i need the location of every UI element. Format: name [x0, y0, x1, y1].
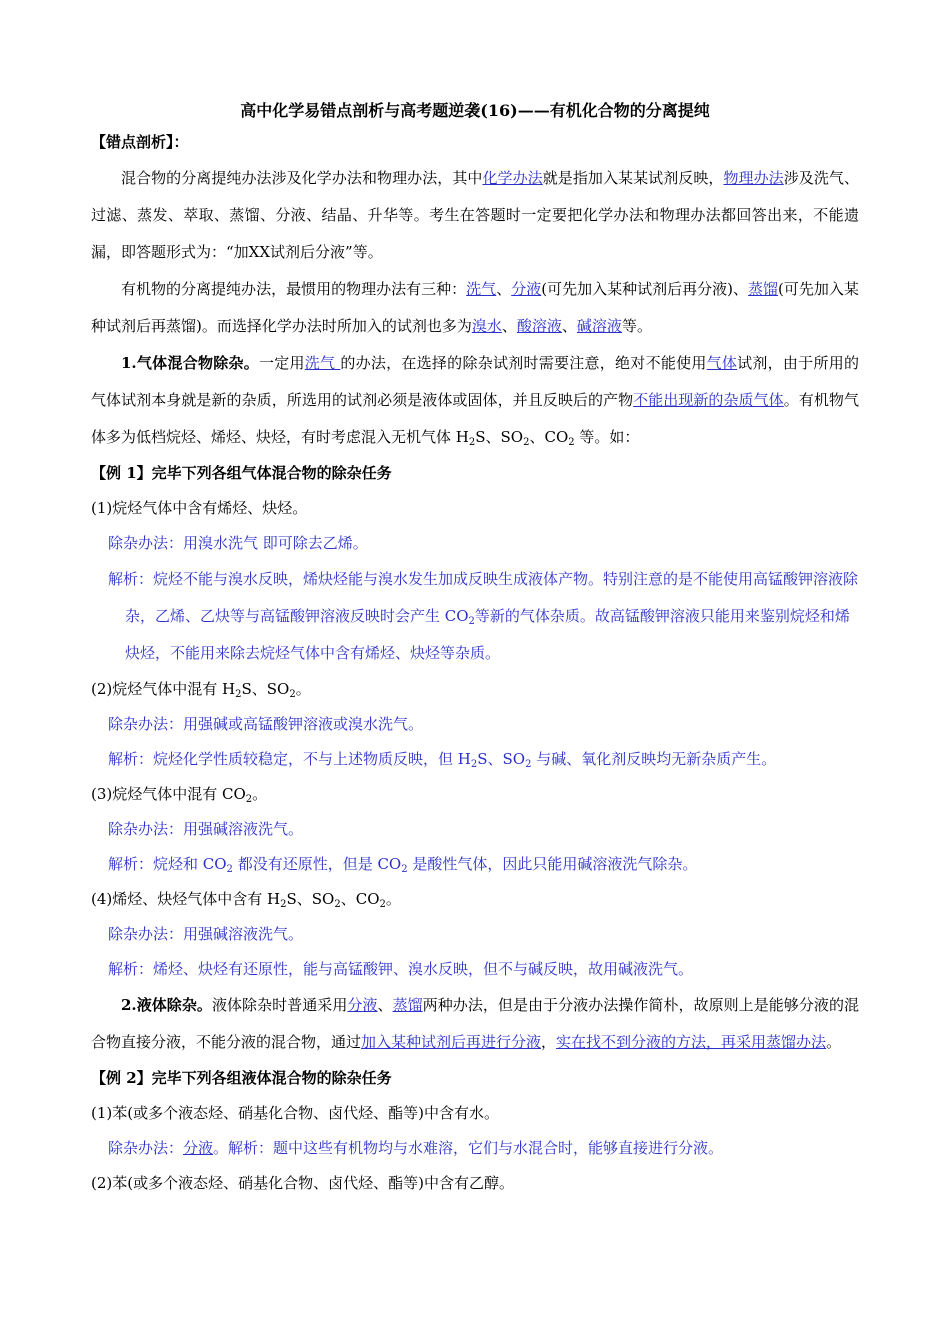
link-bromine-water: 溴水 [471, 317, 502, 335]
document-title: 高中化学易错点剖析与高考题逆袭(16)——有机化合物的分离提纯 [240, 101, 710, 120]
link-gas-washing: 洗气 [466, 280, 497, 298]
link-liquid-separation: 分液 [511, 280, 542, 298]
link-distillation: 蒸馏 [748, 280, 779, 298]
link-gas-reagent: 气体 [706, 354, 738, 372]
example-1-method-1: 除杂办法：用溴水洗气 即可除去乙烯。 [108, 534, 368, 552]
example-2-question-1: (1)苯(或多个液态烃、硝基化合物、卤代烃、酯等)中含有水。 [91, 1104, 499, 1122]
link-no-new-gas-impurity: 不能出现新的杂质气体 [633, 391, 784, 409]
example-1-analysis-1: 解析：烷烃不能与溴水反映，烯炔烃能与溴水发生加成反映生成液体产物。特别注意的是不能使用高锰酸钾溶液除杂，乙烯、乙炔等与高锰酸钾溶液反映时会产生 $CO_2$等新的气体杂质。故高锰酸钾溶液只能用来鉴别烷烃和烯炔烃，不能用来除去烷烃气体中含有烯烃、炔烃等杂质。 [108, 570, 859, 662]
paragraph-gas-impurity-removal: 1.气体混合物除杂。一定用洗气 的办法，在选择的除杂试剂时需要注意，绝对不能使用气体试剂，由于所用的气体试剂本身就是新的杂质，所选用的试剂必须是液体或固体，并且反映后的产物不能出现新的杂质气体。有机物气体多为低档烷烃、烯烃、炔烃，有时考虑混入无机气体 $H_2S$、$SO_2$、$CO_2$ 等。如： [91, 354, 859, 448]
example-2-heading: 【例 2】完毕下列各组液体混合物的除杂任务 [91, 1069, 392, 1087]
example-2-method-1: 除杂办法：分液。解析：题中这些有机物均与水难溶，它们与水混合时，能够直接进行分液。 [108, 1139, 724, 1157]
link-physical-method: 物理办法 [723, 169, 784, 187]
example-1-question-1: (1)烷烃气体中含有烯烃、炔烃。 [91, 499, 308, 517]
paragraph-methods-overview: 混合物的分离提纯办法涉及化学办法和物理办法，其中化学办法就是指加入某某试剂反映，物理办法涉及洗气、过滤、蒸发、萃取、蒸馏、分液、结晶、升华等。考生在答题时一定要把化学办法和物理办法都回答出来，不能遗漏，即答题形式为：“加XX试剂后分液”等。 [91, 169, 859, 261]
link-acid-solution: 酸溶液 [516, 317, 562, 335]
link-distillation-2: 蒸馏 [392, 996, 423, 1014]
example-1-heading: 【例 1】完毕下列各组气体混合物的除杂任务 [91, 464, 392, 482]
link-add-reagent-then-separate: 加入某种试剂后再进行分液 [361, 1033, 542, 1051]
link-fallback-distillation: 实在找不到分液的方法，再采用蒸馏办法 [556, 1033, 827, 1051]
example-1-question-2: (2)烷烃气体中混有 $H_2S$、$SO_2$。 [91, 680, 311, 700]
link-base-solution: 碱溶液 [576, 317, 622, 335]
example-1-question-3: (3)烷烃气体中混有 $CO_2$。 [91, 785, 268, 805]
paragraph-organic-separation: 有机物的分离提纯办法，最惯用的物理办法有三种：洗气、分液(可先加入某种试剂后再分液)、蒸馏(可先加入某种试剂后再蒸馏)。而选择化学办法时所加入的试剂也多为溴水、酸溶液、碱溶液等。 [91, 280, 859, 335]
link-gas-washing-2: 洗气 [304, 354, 341, 372]
example-1-method-4: 除杂办法：用强碱溶液洗气。 [108, 925, 304, 943]
example-1-analysis-3: 解析：烷烃和 $CO_2$ 都没有还原性，但是 $CO_2$ 是酸性气体，因此只能用碱溶液洗气除杂。 [108, 855, 698, 875]
example-1-analysis-2: 解析：烷烃化学性质较稳定，不与上述物质反映，但 $H_2S$、$SO_2$ 与碱、氧化剂反映均无新杂质产生。 [108, 750, 777, 770]
link-chemical-method: 化学办法 [482, 169, 543, 187]
example-1-analysis-4: 解析：烯烃、炔烃有还原性，能与高锰酸钾、溴水反映，但不与碱反映，故用碱液洗气。 [108, 960, 694, 978]
example-1-method-2: 除杂办法：用强碱或高锰酸钾溶液或溴水洗气。 [108, 715, 424, 733]
paragraph-liquid-impurity-removal: 2.液体除杂。液体除杂时普通采用分液、蒸馏两种办法，但是由于分液办法操作简朴，故原则上是能够分液的混合物直接分液，不能分液的混合物，通过加入某种试剂后再进行分液，实在找不到分液的方法，再采用蒸馏办法。 [91, 996, 859, 1051]
example-1-method-3: 除杂办法：用强碱溶液洗气。 [108, 820, 304, 838]
link-liquid-separation-2: 分液 [347, 996, 378, 1014]
link-liquid-separation-3: 分液 [183, 1139, 214, 1157]
example-1-question-4: (4)烯烃、炔烃气体中含有 $H_2S$、$SO_2$、$CO_2$。 [91, 890, 401, 910]
document-page [91, 98, 859, 1201]
example-2-question-2: (2)苯(或多个液态烃、硝基化合物、卤代烃、酯等)中含有乙醇。 [91, 1174, 514, 1192]
section-label: 【错点剖析】： [91, 133, 189, 151]
